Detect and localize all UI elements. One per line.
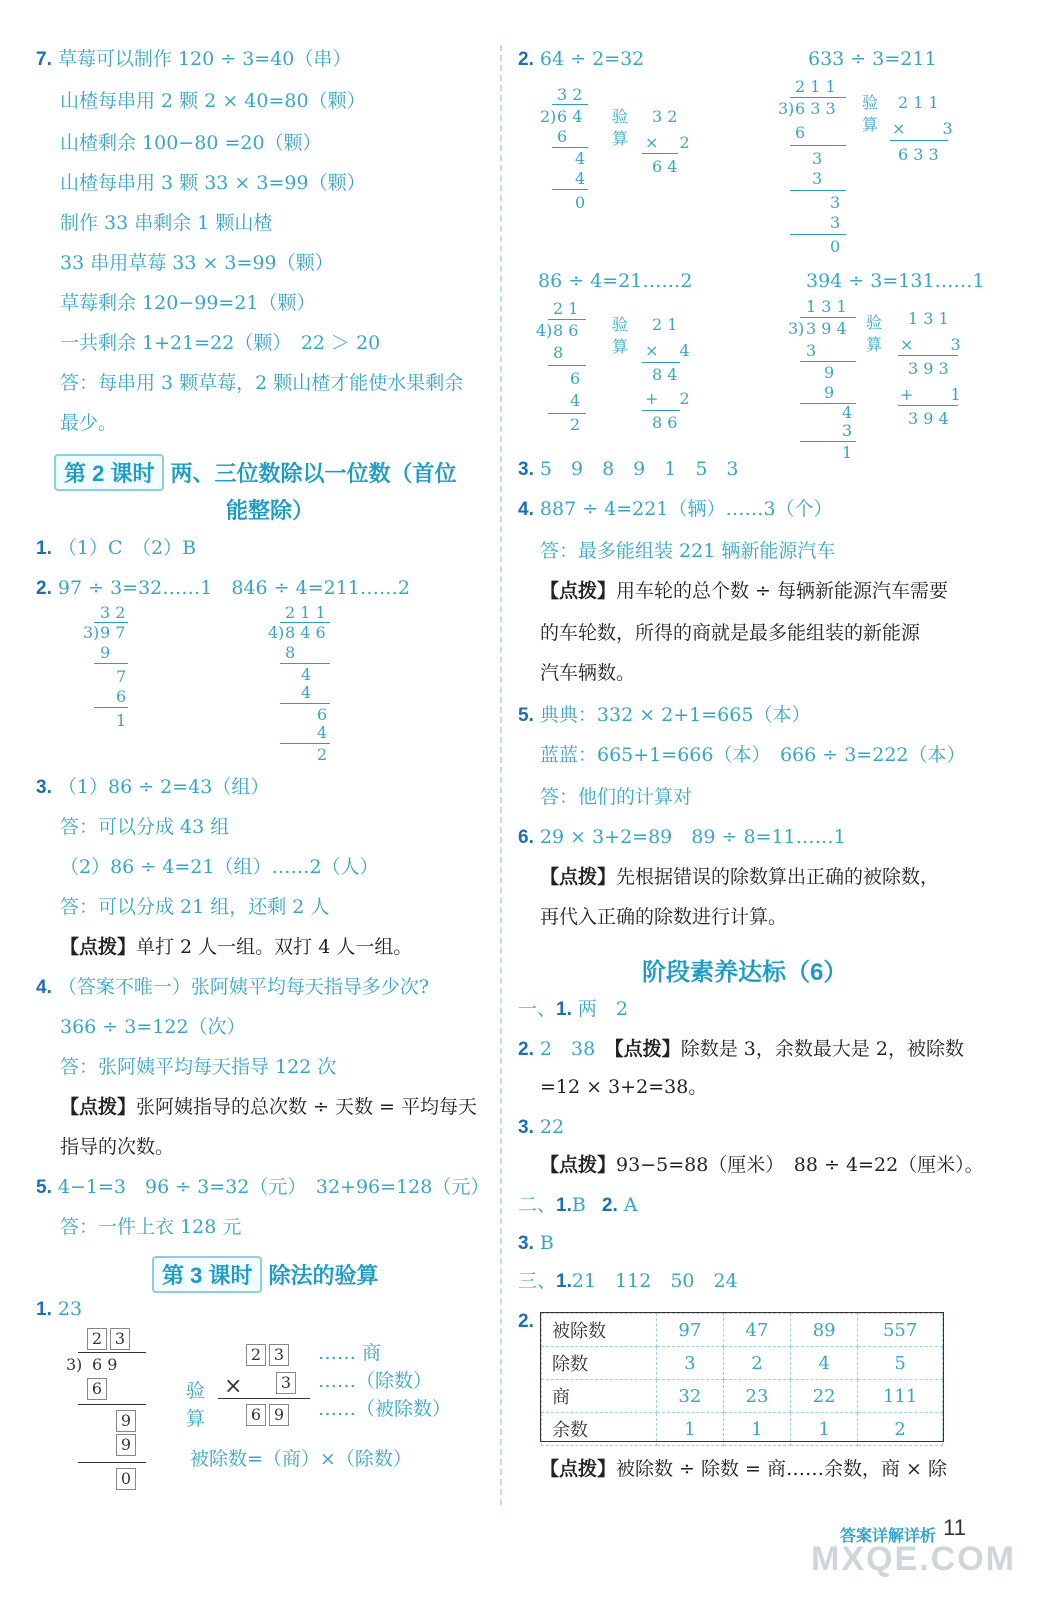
formula: 被除数=（商）×（除数） [190, 1448, 412, 1470]
question-number: 7. [36, 49, 52, 70]
tip-label: 【点拨】 [60, 1096, 137, 1118]
step: 9 [100, 643, 111, 662]
step: 4 [317, 723, 328, 742]
step: 4 [301, 683, 312, 702]
step-line [280, 703, 330, 704]
check-step: 6 3 3 [898, 145, 939, 164]
bracket: ) [550, 107, 557, 126]
l3q1 [36, 1296, 82, 1323]
tip-label: 【点拨】 [540, 1458, 617, 1480]
answer-text: 64 ÷ 2=32 [539, 48, 645, 70]
check-line [898, 355, 958, 356]
question-number: 3. [36, 777, 52, 798]
table-cell: 3 [656, 1347, 723, 1380]
answer-text: 4−1=3 96 ÷ 3=32（元） 32+96=128（元） [57, 1176, 490, 1198]
answer-text: 29 × 3+2=89 89 ÷ 8=11……1 [539, 826, 846, 848]
tip-text: 的车轮数，所得的商就是最多能组装的新能源 [540, 622, 921, 644]
check-line [642, 410, 680, 411]
table-cell: 32 [656, 1380, 723, 1413]
table-row [542, 1413, 943, 1446]
tip [540, 1152, 984, 1178]
table-cell: 1 [791, 1413, 858, 1446]
digit-box: 3 [269, 1344, 289, 1366]
answer-text: 两 2 [577, 998, 629, 1020]
check-step: 8 6 [652, 413, 678, 432]
row-header: 商 [542, 1380, 657, 1413]
divisor: 2 [540, 107, 551, 126]
step: 9 [824, 363, 835, 382]
remainder: 0 [575, 193, 586, 212]
check-step: 3 9 4 [908, 409, 949, 428]
question-number: 1. [556, 1271, 572, 1292]
tip-text: 指导的次数。 [60, 1136, 175, 1158]
part-label: 二、 [518, 1194, 557, 1216]
check-label: 验 [866, 313, 883, 332]
tip-text: 93−5=88（厘米） 88 ÷ 4=22（厘米）。 [616, 1154, 984, 1176]
step: 3 [812, 149, 823, 168]
bracket: ) [76, 1355, 83, 1374]
answer-text: 答：可以分成 43 组 [60, 816, 230, 838]
answer-text: 草莓剩余 120−99=21（颗） [60, 292, 316, 314]
check-note: …… 商 [318, 1342, 382, 1364]
answer-text: 答：最多能组装 221 辆新能源汽车 [540, 540, 836, 562]
q7-line-1 [36, 46, 351, 73]
check-line [890, 140, 948, 141]
remainder: 2 [317, 745, 328, 764]
answer-text: （1）86 ÷ 2=43（组） [57, 776, 270, 798]
answer-text: 答：可以分成 21 组，还剩 2 人 [60, 896, 330, 918]
r-q6 [518, 824, 846, 851]
digit-box: 3 [110, 1328, 130, 1350]
question-number: 6. [518, 827, 534, 848]
division-bar [800, 317, 856, 318]
question-number: 5. [518, 705, 534, 726]
check-step: 3 2 [652, 107, 678, 126]
watermark: MXQE.COM [811, 1540, 1016, 1578]
tip-label: 【点拨】 [540, 866, 617, 888]
question-number: 1. [36, 1299, 52, 1320]
tip-text: 除数是 3，余数最大是 2，被除数 [680, 1038, 964, 1060]
digit-box: 9 [116, 1410, 136, 1432]
question-number: 1. [556, 999, 572, 1020]
answer-text: 33 串用草莓 33 × 3=99（颗） [60, 252, 334, 274]
check-step: 8 4 [652, 365, 678, 384]
check-step: 1 3 1 [908, 309, 949, 328]
table-row [542, 1347, 943, 1380]
question-number: 3. [518, 1117, 534, 1138]
answer-text: 草莓可以制作 120 ÷ 3=40（串） [57, 48, 352, 70]
step: 8 [285, 643, 296, 662]
step: 7 [116, 667, 127, 686]
tip-text: =12 × 3+2=38。 [540, 1076, 708, 1098]
divisor: 3 [83, 623, 94, 642]
answer-text: （2）86 ÷ 4=21（组）……2（人） [60, 856, 379, 878]
table-cell: 4 [791, 1347, 858, 1380]
table-cell: 23 [723, 1380, 790, 1413]
step: 6 [116, 687, 127, 706]
table-cell: 111 [858, 1380, 943, 1413]
tip-label: 【点拨】 [60, 936, 137, 958]
step-box [87, 1378, 110, 1400]
answer-text: 山楂每串用 3 颗 33 × 3=99（颗） [60, 172, 366, 194]
digit-box: 6 [246, 1404, 266, 1426]
step: 9 [824, 383, 835, 402]
equation: 633 ÷ 3=211 [808, 48, 937, 70]
dividend: 8 4 6 [285, 623, 326, 642]
step: 8 [553, 343, 564, 362]
check-row-1 [246, 1344, 292, 1366]
step: 6 [795, 123, 806, 142]
step: 3 [812, 169, 823, 188]
quotient: 2 1 1 [285, 603, 326, 622]
quotient-boxes [87, 1328, 133, 1350]
dividend: 6 3 3 [795, 99, 836, 118]
check-label: 验 [186, 1380, 206, 1402]
check-label: 验 [612, 107, 629, 126]
answer-text: 21 112 50 24 [571, 1270, 738, 1292]
step: 3 [830, 193, 841, 212]
tip [540, 578, 948, 604]
equation: 394 ÷ 3=131……1 [806, 270, 985, 292]
step-line [790, 190, 846, 191]
step: 6 [557, 127, 568, 146]
answer-text: 答：张阿姨平均每天指导 122 次 [60, 1056, 337, 1078]
division-bar [552, 104, 588, 105]
quotient: 3 2 [557, 85, 583, 104]
answer-text: 5 9 8 9 1 5 3 [539, 458, 739, 480]
tip-text: 张阿姨指导的总次数 ÷ 天数 = 平均每天 [136, 1096, 478, 1118]
digit-box: 6 [87, 1378, 107, 1400]
tip-text: 单打 2 人一组。双打 4 人一组。 [136, 936, 413, 958]
step-line [552, 147, 588, 148]
check-label: 算 [612, 129, 629, 148]
answer-text: B [539, 1232, 554, 1254]
divisor: 4 [268, 623, 279, 642]
answer-text: 制作 33 串剩余 1 颗山楂 [60, 212, 273, 234]
tip-text: 被除数 ÷ 除数 = 商……余数，商 × 除 [616, 1458, 948, 1480]
step-line [800, 361, 856, 362]
step-line [94, 707, 128, 708]
dividend: 8 6 [553, 321, 579, 340]
column-divider [500, 45, 502, 1505]
answer-text: 蓝蓝：665+1=666（本） 666 ÷ 3=222（本） [540, 744, 966, 766]
step-box [116, 1410, 139, 1432]
last-tip [540, 1456, 947, 1482]
tip-text: 先根据错误的除数算出正确的被除数， [616, 866, 940, 888]
check-step: 3 9 3 [908, 359, 949, 378]
quotient: 2 1 1 [795, 77, 836, 96]
bracket: ) [788, 99, 795, 118]
answer-text: 366 ÷ 3=122（次） [60, 1016, 246, 1038]
answer-text: 最少。 [60, 412, 118, 434]
tip [540, 864, 939, 890]
s-6 [518, 1268, 738, 1295]
lesson-title: 两、三位数除以一位数（首位 [170, 461, 457, 486]
lesson-tag: 第 2 课时 [54, 454, 164, 491]
section-title: 阶段素养达标（6） [642, 959, 848, 986]
table-cell: 2 [858, 1413, 943, 1446]
step: 3 [830, 213, 841, 232]
step-line [552, 189, 588, 190]
step-line [94, 663, 128, 664]
equation: 86 ÷ 4=21……2 [538, 270, 693, 292]
s-5 [518, 1230, 554, 1257]
question-number: 2. [518, 1039, 534, 1060]
part-label: 三、 [518, 1270, 557, 1292]
lesson-title: 除法的验算 [268, 1263, 379, 1288]
check-label: 算 [186, 1408, 206, 1430]
digit-box: 9 [116, 1434, 136, 1456]
dividend: 9 7 [100, 623, 126, 642]
check-label: 算 [862, 115, 879, 134]
check-step: 2 1 [652, 315, 678, 334]
question-number: 4. [518, 499, 534, 520]
question-number: 2. [518, 49, 534, 70]
page-number: 11 [943, 1515, 966, 1540]
row-header: 除数 [542, 1347, 657, 1380]
question-number: 3. [518, 459, 534, 480]
tip-text: 再代入正确的除数进行计算。 [540, 906, 788, 928]
check-line [898, 405, 958, 406]
s-4 [518, 1192, 638, 1219]
step: 6 [570, 369, 581, 388]
step: 4 [570, 391, 581, 410]
step-line [280, 663, 330, 664]
answer-text: 山楂每串用 2 颗 2 × 40=80（颗） [60, 90, 366, 112]
check-row-3 [246, 1404, 292, 1426]
table-cell: 1 [656, 1413, 723, 1446]
s-2 [518, 1036, 964, 1063]
tip-text: 汽车辆数。 [540, 662, 636, 684]
digit-box: 9 [269, 1404, 289, 1426]
footer-label: 答案详解详析 [839, 1528, 936, 1545]
step-line [548, 365, 586, 366]
dividend: 6 4 [557, 107, 583, 126]
check-step: + 1 [900, 385, 961, 404]
table-row [542, 1314, 943, 1347]
divisor: 4 [536, 321, 547, 340]
check-step: × 2 [645, 133, 690, 152]
r-q5 [518, 702, 810, 729]
remainder: 2 [570, 415, 581, 434]
table-cell: 89 [791, 1314, 858, 1347]
row-header: 被除数 [542, 1314, 657, 1347]
remainder-box [116, 1468, 139, 1490]
check-note: ……（除数） [318, 1370, 433, 1392]
division-bar [548, 319, 586, 320]
question-number: 5. [36, 1177, 52, 1198]
tip-label: 【点拨】 [540, 1154, 617, 1176]
answer-text: （答案不唯一）张阿姨平均每天指导多少次? [57, 976, 430, 998]
tip-text: 用车轮的总个数 ÷ 每辆新能源汽车需要 [616, 580, 949, 602]
step: 4 [842, 403, 853, 422]
check-label: 算 [612, 337, 629, 356]
s-3 [518, 1114, 564, 1141]
answer-text: A [623, 1194, 638, 1216]
check-label: 验 [612, 315, 629, 334]
l2q3-line-1 [36, 774, 269, 801]
step-line [790, 234, 846, 235]
answer-text: 山楂剩余 100−80 =20（颗） [60, 132, 322, 154]
check-step: + 2 [645, 389, 690, 408]
table-cell: 47 [723, 1314, 790, 1347]
step-line [78, 1404, 146, 1405]
step-line [800, 441, 856, 442]
check-note: ……（被除数） [318, 1398, 452, 1420]
answer-text: 答：他们的计算对 [540, 786, 693, 808]
check-row-2 [276, 1372, 299, 1394]
part-label: 一、 [518, 998, 557, 1020]
divisor: 3 [66, 1355, 77, 1374]
answer-text: B [571, 1194, 586, 1216]
check-label: 算 [866, 335, 883, 354]
s-7 [518, 1308, 534, 1335]
table-cell: 97 [656, 1314, 723, 1347]
step: 4 [301, 665, 312, 684]
table-cell: 5 [858, 1347, 943, 1380]
bracket: ) [798, 319, 805, 338]
answer-text: 23 [57, 1298, 83, 1320]
check-line [642, 362, 680, 363]
table-cell: 22 [791, 1380, 858, 1413]
answer-text: 97 ÷ 3=32……1 846 ÷ 4=211……2 [57, 577, 410, 599]
bracket: ) [546, 321, 553, 340]
quotient: 2 1 [553, 299, 579, 318]
digit-box: 0 [116, 1468, 136, 1490]
table-cell: 1 [723, 1413, 790, 1446]
answer-text: （1）C （2）B [57, 537, 197, 559]
check-step: × 4 [645, 341, 690, 360]
division-bar [790, 97, 846, 98]
answer-text: 答：每串用 3 颗草莓，2 颗山楂才能使水果剩余 [60, 372, 464, 394]
question-number: 2. [601, 1195, 618, 1216]
check-step: 2 1 1 [898, 93, 939, 112]
table-cell: 2 [723, 1347, 790, 1380]
dividend: 3 9 4 [806, 319, 847, 338]
check-step: × 3 [892, 119, 953, 138]
quotient: 3 2 [100, 603, 126, 622]
check-label: 验 [862, 93, 879, 112]
answer-text: 一共剩余 1+21=22（颗） 22 ＞ 20 [60, 332, 381, 354]
step: 3 [842, 421, 853, 440]
dividend: 6 9 [92, 1355, 118, 1374]
remainder: 1 [116, 711, 127, 730]
tip [60, 934, 412, 960]
step: 3 [806, 341, 817, 360]
tip-label: 【点拨】 [540, 580, 617, 602]
step-line [548, 413, 586, 414]
digit-box: 3 [276, 1372, 296, 1394]
digit-box: 2 [246, 1344, 266, 1366]
row-header: 余数 [542, 1413, 657, 1446]
remainder: 1 [842, 443, 853, 462]
l2q4-line-1 [36, 974, 429, 1001]
quotient: 1 3 1 [806, 297, 847, 316]
step: 4 [575, 149, 586, 168]
answer-text: 典典：332 × 2+1=665（本） [539, 704, 811, 726]
times-sign: × [224, 1374, 243, 1399]
remainder: 0 [830, 237, 841, 256]
l2q2 [36, 575, 410, 602]
step-line [790, 145, 846, 146]
step-box [116, 1434, 139, 1456]
lesson-2-heading [54, 454, 456, 491]
bracket: ) [93, 623, 100, 642]
tip-label: 【点拨】 [614, 1038, 681, 1060]
answer-text: 887 ÷ 4=221（辆）……3（个） [539, 498, 833, 520]
division-bar [78, 1352, 146, 1353]
r-q3 [518, 456, 739, 483]
check-line [642, 153, 678, 154]
answer-text: 2 38 [539, 1038, 615, 1060]
r-q2 [518, 46, 644, 73]
question-number: 2. [36, 578, 52, 599]
check-line [218, 1398, 310, 1399]
l2q5 [36, 1174, 489, 1201]
result-table-frame [540, 1312, 944, 1442]
answer-text: 22 [539, 1116, 565, 1138]
lesson-title-cont: 能整除） [226, 498, 315, 523]
lesson-tag: 第 3 课时 [152, 1256, 262, 1293]
question-number: 1. [556, 1195, 572, 1216]
step-line [280, 743, 330, 744]
table-cell: 557 [858, 1314, 943, 1347]
question-number: 3. [518, 1233, 534, 1254]
tip [60, 1094, 477, 1120]
lesson-3-heading [152, 1256, 378, 1293]
check-step: 6 4 [652, 157, 678, 176]
answer-text: 答：一件上衣 128 元 [60, 1216, 242, 1238]
check-step: × 3 [900, 335, 961, 354]
divisor: 3 [788, 319, 799, 338]
question-number: 1. [36, 538, 52, 559]
r-q4 [518, 496, 833, 523]
bracket: ) [278, 623, 285, 642]
question-number: 2. [518, 1311, 534, 1332]
l2q1 [36, 535, 196, 562]
step: 6 [317, 705, 328, 724]
table-row [542, 1380, 943, 1413]
step: 4 [575, 169, 586, 188]
step-line [78, 1462, 146, 1463]
result-table [541, 1313, 943, 1446]
digit-box: 2 [87, 1328, 107, 1350]
question-number: 4. [36, 977, 52, 998]
divisor: 3 [778, 99, 789, 118]
s-1 [518, 996, 628, 1023]
